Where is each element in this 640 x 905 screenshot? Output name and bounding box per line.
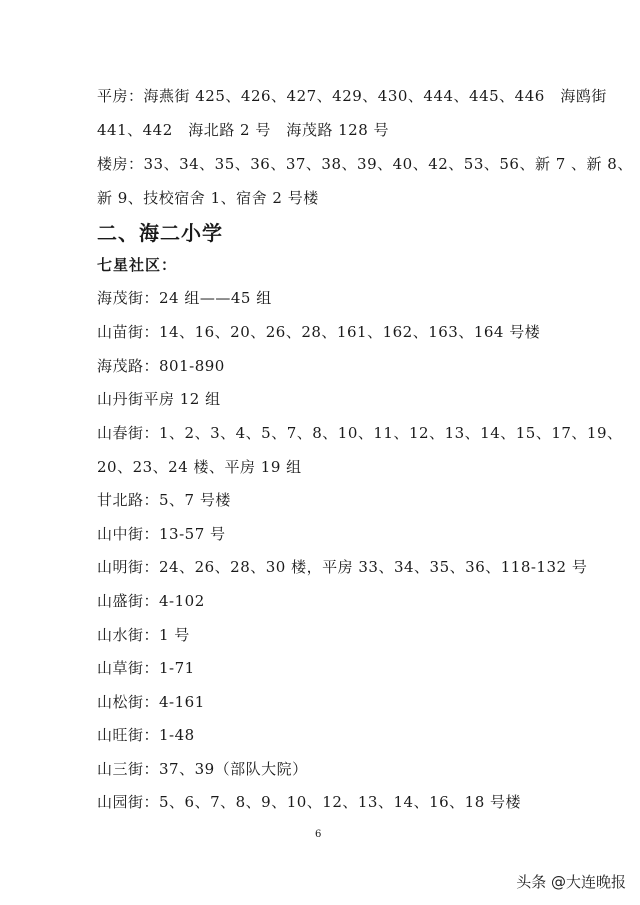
community-subheading: 七星社区： bbox=[97, 256, 178, 274]
text-line: 山春街：1、2、3、4、5、7、8、10、11、12、13、14、15、17、19、 bbox=[97, 424, 623, 442]
text-line: 山盛街：4-102 bbox=[97, 592, 205, 610]
text-line: 楼房：33、34、35、36、37、38、39、40、42、53、56、新 7 、新 8、 bbox=[97, 155, 633, 173]
page-number: 6 bbox=[315, 829, 322, 840]
text-line: 山苗街：14、16、20、26、28、161、162、163、164 号楼 bbox=[97, 323, 541, 341]
text-line: 山松街：4-161 bbox=[97, 693, 205, 711]
text-line: 山旺街：1-48 bbox=[97, 726, 195, 744]
source-watermark: 头条 @大连晚报 bbox=[516, 873, 626, 891]
text-line: 山明街：24、26、28、30 楼，平房 33、34、35、36、118-132 号 bbox=[97, 558, 588, 576]
text-line: 山水街：1 号 bbox=[97, 626, 190, 644]
text-line: 20、23、24 楼、平房 19 组 bbox=[97, 458, 302, 476]
section-heading: 二、海二小学 bbox=[97, 221, 223, 245]
text-line: 平房：海燕街 425、426、427、429、430、444、445、446 海鸥街 bbox=[97, 87, 607, 105]
text-line: 甘北路：5、7 号楼 bbox=[97, 491, 231, 509]
text-line: 海茂街：24 组——45 组 bbox=[97, 289, 272, 307]
text-line: 山三街：37、39（部队大院） bbox=[97, 760, 308, 778]
text-line: 山中街：13-57 号 bbox=[97, 525, 226, 543]
text-line: 海茂路：801-890 bbox=[97, 357, 225, 375]
text-line: 441、442 海北路 2 号 海茂路 128 号 bbox=[97, 121, 390, 139]
text-line: 山草街：1-71 bbox=[97, 659, 195, 677]
text-line: 山丹街平房 12 组 bbox=[97, 390, 221, 408]
text-line: 新 9、技校宿舍 1、宿舍 2 号楼 bbox=[97, 189, 319, 207]
text-line: 山园街：5、6、7、8、9、10、12、13、14、16、18 号楼 bbox=[97, 793, 522, 811]
